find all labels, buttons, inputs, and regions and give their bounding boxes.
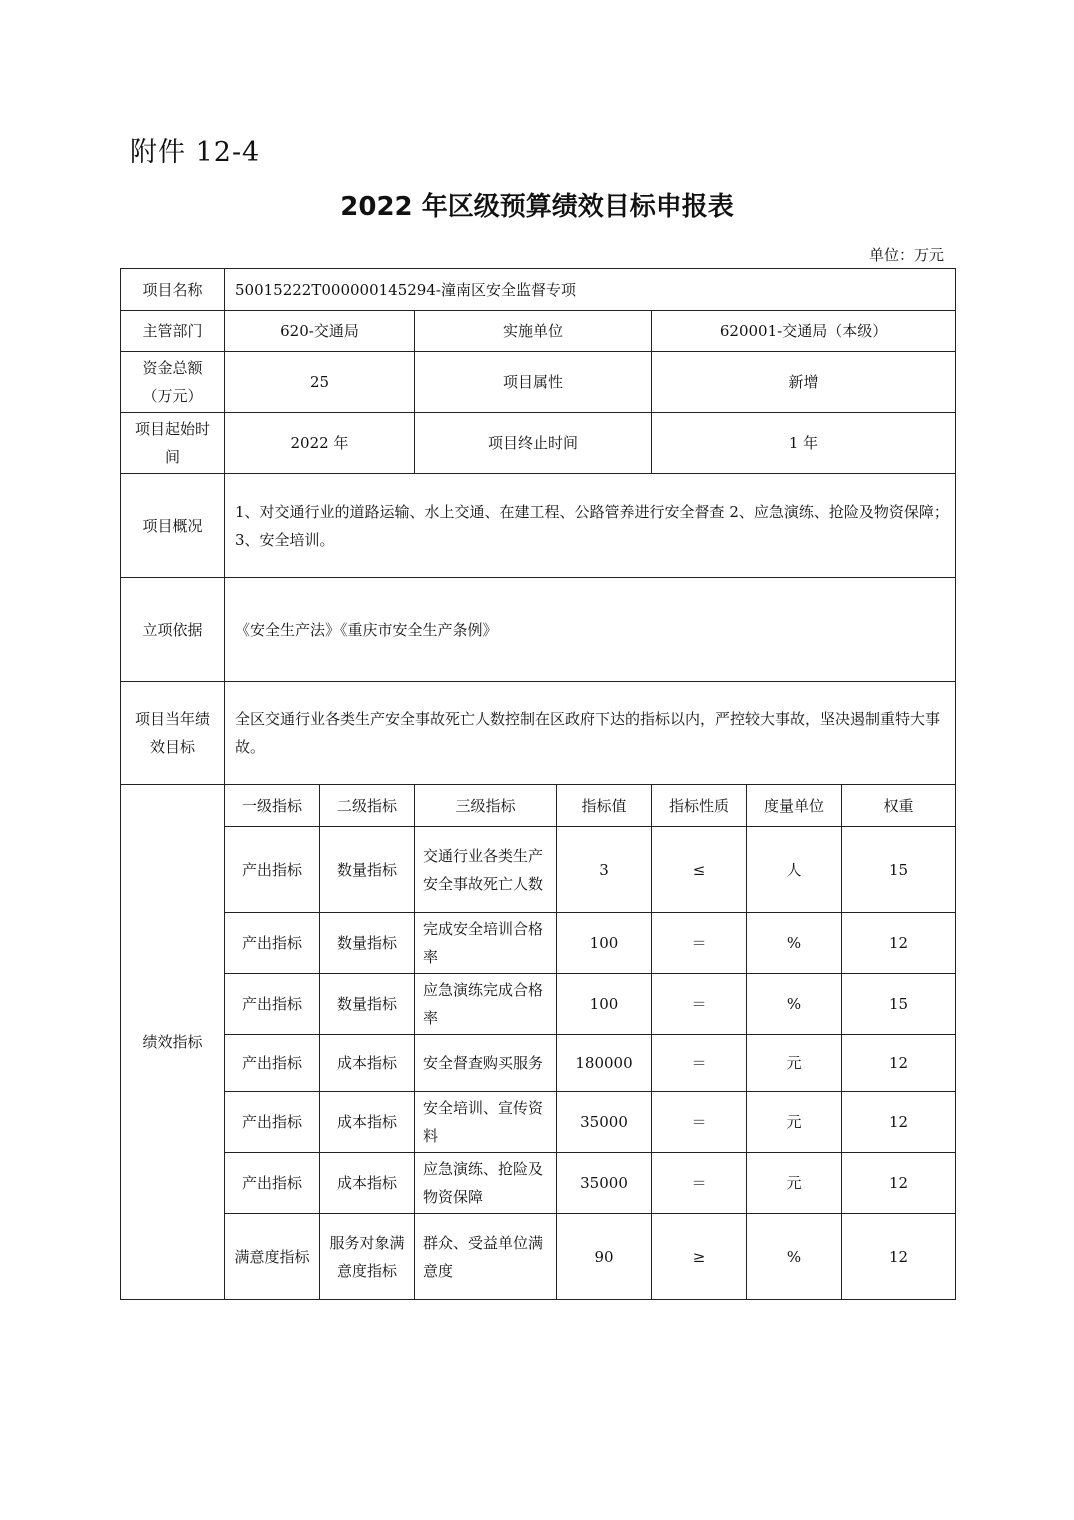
table-row [121, 1214, 956, 1300]
l2-cell: 数量指标 [320, 827, 415, 913]
l1-cell: 产出指标 [225, 913, 320, 974]
unit-cell: 元 [747, 1153, 842, 1214]
weight-cell: 12 [842, 1214, 956, 1300]
weight-cell: 12 [842, 913, 956, 974]
l3-cell: 安全培训、宣传资料 [415, 1092, 557, 1153]
weight-cell: 15 [842, 827, 956, 913]
l1-cell: 产出指标 [225, 974, 320, 1035]
page-title: 2022 年区级预算绩效目标申报表 [340, 192, 734, 222]
value-cell: 100 [557, 974, 652, 1035]
unit-cell: 元 [747, 1035, 842, 1092]
nature-cell: ≥ [652, 1214, 747, 1300]
l3-cell: 交通行业各类生产安全事故死亡人数 [415, 827, 557, 913]
table-row [121, 1153, 956, 1214]
attr-label: 项目属性 [415, 352, 652, 413]
value-cell: 180000 [557, 1035, 652, 1092]
basis-label: 立项依据 [121, 578, 225, 682]
budget-form-table [120, 268, 956, 1300]
l1-cell: 产出指标 [225, 1035, 320, 1092]
unit-cell: % [747, 913, 842, 974]
header-cell: 指标值 [557, 785, 652, 827]
header-cell: 三级指标 [415, 785, 557, 827]
start-label: 项目起始时 间 [121, 413, 225, 474]
dept-label: 主管部门 [121, 311, 225, 352]
l2-cell: 成本指标 [320, 1092, 415, 1153]
dept-value: 620-交通局 [225, 311, 415, 352]
value-cell: 3 [557, 827, 652, 913]
nature-cell: ＝ [652, 974, 747, 1035]
goal-value: 全区交通行业各类生产安全事故死亡人数控制在区政府下达的指标以内，严控较大事故，坚决遏制重特大事故。 [225, 682, 956, 785]
weight-cell: 12 [842, 1035, 956, 1092]
nature-cell: ＝ [652, 1092, 747, 1153]
start-value: 2022 年 [225, 413, 415, 474]
nature-cell: ≤ [652, 827, 747, 913]
l3-cell: 群众、受益单位满意度 [415, 1214, 557, 1300]
overview-value: 1、对交通行业的道路运输、水上交通、在建工程、公路管养进行安全督查 2、应急演练、抢险及物资保障；3、安全培训。 [225, 474, 956, 578]
table-row [121, 1035, 956, 1092]
fund-label: 资金总额 （万元） [121, 352, 225, 413]
goal-label: 项目当年绩 效目标 [121, 682, 225, 785]
l2-cell: 服务对象满意度指标 [320, 1214, 415, 1300]
header-cell: 指标性质 [652, 785, 747, 827]
nature-cell: ＝ [652, 913, 747, 974]
l1-cell: 产出指标 [225, 1092, 320, 1153]
unit-cell: 人 [747, 827, 842, 913]
l3-cell: 应急演练完成合格率 [415, 974, 557, 1035]
basis-value: 《安全生产法》《重庆市安全生产条例》 [225, 578, 956, 682]
unit-cell: % [747, 974, 842, 1035]
value-cell: 100 [557, 913, 652, 974]
impl-value: 620001-交通局（本级） [652, 311, 956, 352]
header-cell: 度量单位 [747, 785, 842, 827]
value-cell: 35000 [557, 1092, 652, 1153]
l2-cell: 成本指标 [320, 1153, 415, 1214]
nature-cell: ＝ [652, 1153, 747, 1214]
unit-cell: % [747, 1214, 842, 1300]
l3-cell: 安全督查购买服务 [415, 1035, 557, 1092]
l1-cell: 满意度指标 [225, 1214, 320, 1300]
project-name-value: 50015222T000000145294-潼南区安全监督专项 [225, 269, 956, 311]
weight-cell: 12 [842, 1153, 956, 1214]
table-row [121, 913, 956, 974]
fund-value: 25 [225, 352, 415, 413]
nature-cell: ＝ [652, 1035, 747, 1092]
overview-label: 项目概况 [121, 474, 225, 578]
unit-label: 单位：万元 [868, 246, 944, 264]
l1-cell: 产出指标 [225, 1153, 320, 1214]
end-label: 项目终止时间 [415, 413, 652, 474]
value-cell: 90 [557, 1214, 652, 1300]
l2-cell: 数量指标 [320, 974, 415, 1035]
header-cell: 权重 [842, 785, 956, 827]
end-value: 1 年 [652, 413, 956, 474]
l3-cell: 应急演练、抢险及物资保障 [415, 1153, 557, 1214]
project-name-label: 项目名称 [121, 269, 225, 311]
attachment-label: 附件 12-4 [130, 137, 261, 168]
table-row [121, 827, 956, 913]
weight-cell: 15 [842, 974, 956, 1035]
weight-cell: 12 [842, 1092, 956, 1153]
table-row [121, 974, 956, 1035]
value-cell: 35000 [557, 1153, 652, 1214]
attr-value: 新增 [652, 352, 956, 413]
unit-cell: 元 [747, 1092, 842, 1153]
l2-cell: 成本指标 [320, 1035, 415, 1092]
l1-cell: 产出指标 [225, 827, 320, 913]
indicators-section-label: 绩效指标 [121, 785, 225, 1300]
impl-label: 实施单位 [415, 311, 652, 352]
l2-cell: 数量指标 [320, 913, 415, 974]
l3-cell: 完成安全培训合格率 [415, 913, 557, 974]
table-row [121, 1092, 956, 1153]
header-cell: 一级指标 [225, 785, 320, 827]
header-cell: 二级指标 [320, 785, 415, 827]
